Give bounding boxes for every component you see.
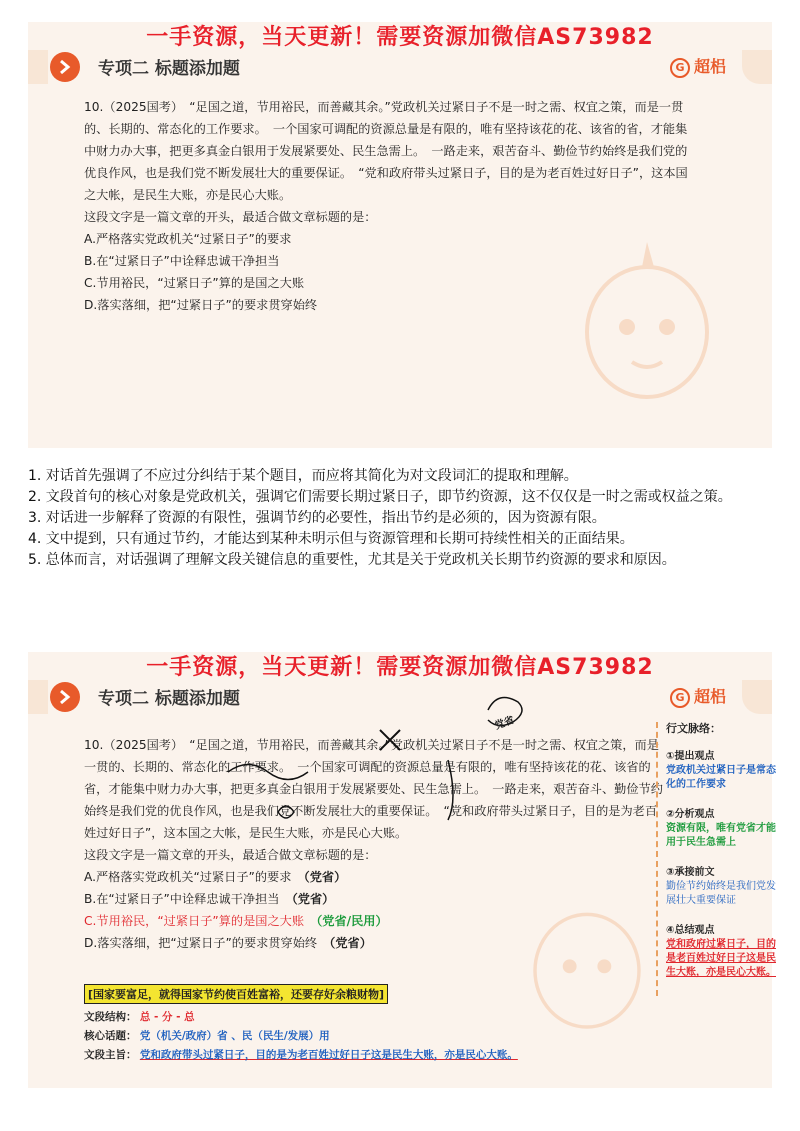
structure-summary: 文段结构： 总 - 分 - 总 核心话题： 党（机关/政府）省 、民（民生/发展）用 文段主旨： 党和政府带头过紧日子，目的是为老百姓过好日子这是民生大账，亦是民心大账。 xyxy=(84,1011,518,1061)
slide-header xyxy=(28,50,772,84)
chevron-right-icon xyxy=(50,682,80,712)
logo-icon: G xyxy=(670,688,690,708)
option-b: B.在“过紧日子”中诠释忠诚干净担当 （党省） xyxy=(84,892,335,906)
note-item: 4. 文中提到，只有通过节约，才能达到某种未明示但与资源管理和长期可持续性相关的正面结果。 xyxy=(28,531,634,547)
question-prompt: 这段文字是一篇文章的开头，最适合做文章标题的是： xyxy=(84,210,377,224)
note-item: 2. 文段首句的核心对象是党政机关，强调它们需要长期过紧日子，即节约资源，这不仅仅是一时之需或权益之策。 xyxy=(28,489,732,505)
option-c: C.节用裕民，“过紧日子”算的是国之大账 （党省/民用） xyxy=(84,914,388,928)
outline-sidebar: 行文脉络： ①提出观点 党政机关过紧日子是常态化的工作要求 ②分析观点 资源有限，唯有党省才能用于民生急需上 ③承接前文 勤俭节约始终是我们党发展壮大重要保证 ④总结观点 党和政府过紧日子，目的是老百姓过好日子这是民生大账，亦是民心大账。 xyxy=(656,722,776,996)
question-slide xyxy=(28,22,772,448)
annotated-question-block xyxy=(84,734,664,954)
handwritten-note: 党省 xyxy=(493,714,516,732)
option-a: A.严格落实党政机关“过紧日子”的要求 （党省） xyxy=(84,870,347,884)
watermark: 一手资源，当天更新！需要资源加微信AS73982 xyxy=(146,655,654,680)
question-stem: 10.（2025国考） “足国之道，节用裕民，而善藏其余。”党政机关过紧日子不是一时之需、权宜之策，而是一贯的、长期的、常态化的工作要求。 一个国家可调配的资源总量是有限的，唯有坚持该花的花、该省的省，才能集中财力办大事，把更多真金白银用于发展紧要处、民生急需上。 一路走来，艰苦奋斗、勤俭节约始终是我们党的优良作风，也是我们党不断发展壮大的重要保证。 “党和政府带头过紧日子，目的是为老百姓过好日子”，这本国之大帐，是民生大账，亦是民心大账。 xyxy=(84,100,688,202)
watermark: 一手资源，当天更新！需要资源加微信AS73982 xyxy=(146,25,654,50)
annotated-slide xyxy=(28,652,776,1088)
question-block xyxy=(84,96,694,316)
logo-icon: G xyxy=(670,58,690,78)
chevron-right-icon xyxy=(50,52,80,82)
brand-logo: G 超梠 xyxy=(670,684,726,708)
slide-header xyxy=(28,680,772,714)
section-title: 专项二 标题添加题 xyxy=(98,689,240,709)
option-d: D.落实落细，把“过紧日子”的要求贯穿始终 （党省） xyxy=(84,936,372,950)
question-prompt: 这段文字是一篇文章的开头，最适合做文章标题的是： xyxy=(84,848,377,862)
option-a: A.严格落实党政机关“过紧日子”的要求 xyxy=(84,232,292,246)
option-c: C.节用裕民，“过紧日子”算的是国之大账 xyxy=(84,276,305,290)
conclusion-highlight: [国家要富足，就得国家节约使百姓富裕，还要存好余粮财物] xyxy=(84,984,388,1004)
note-item: 3. 对话进一步解释了资源的有限性，强调节约的必要性，指出节约是必须的，因为资源有限。 xyxy=(28,510,606,526)
notes-list xyxy=(28,466,772,571)
section-title: 专项二 标题添加题 xyxy=(98,59,240,79)
note-item: 1. 对话首先强调了不应过分纠结于某个题目，而应将其简化为对文段词汇的提取和理解。 xyxy=(28,468,578,484)
annotated-stem: 10.（2025国考） “足国之道，节用裕民，而善藏其余。”党政机关过紧日子不是一时之需、权宜之策，而是一贯的、长期的、常态化的工作要求。 一个国家可调配的资源总量是有限的，唯有坚持该花的花、该省的省，才能集中财力办大事，把更多真金白银用于发展紧要处、民生急需上。 一路走来，艰苦奋斗、勤俭节约始终是我们党的优良作风，也是我们党不断发展壮大的重要保证。 “党和政府带头过紧日子，目的是为老百姓过好日子”，这本国之大帐，是民生大账，亦是民心大账。 xyxy=(84,738,663,840)
option-d: D.落实落细，把“过紧日子”的要求贯穿始终 xyxy=(84,298,318,312)
brand-logo: G 超梠 xyxy=(670,54,726,78)
option-b: B.在“过紧日子”中诠释忠诚干净担当 xyxy=(84,254,280,268)
note-item: 5. 总体而言，对话强调了理解文段关键信息的重要性，尤其是关于党政机关长期节约资源的要求和原因。 xyxy=(28,552,676,568)
